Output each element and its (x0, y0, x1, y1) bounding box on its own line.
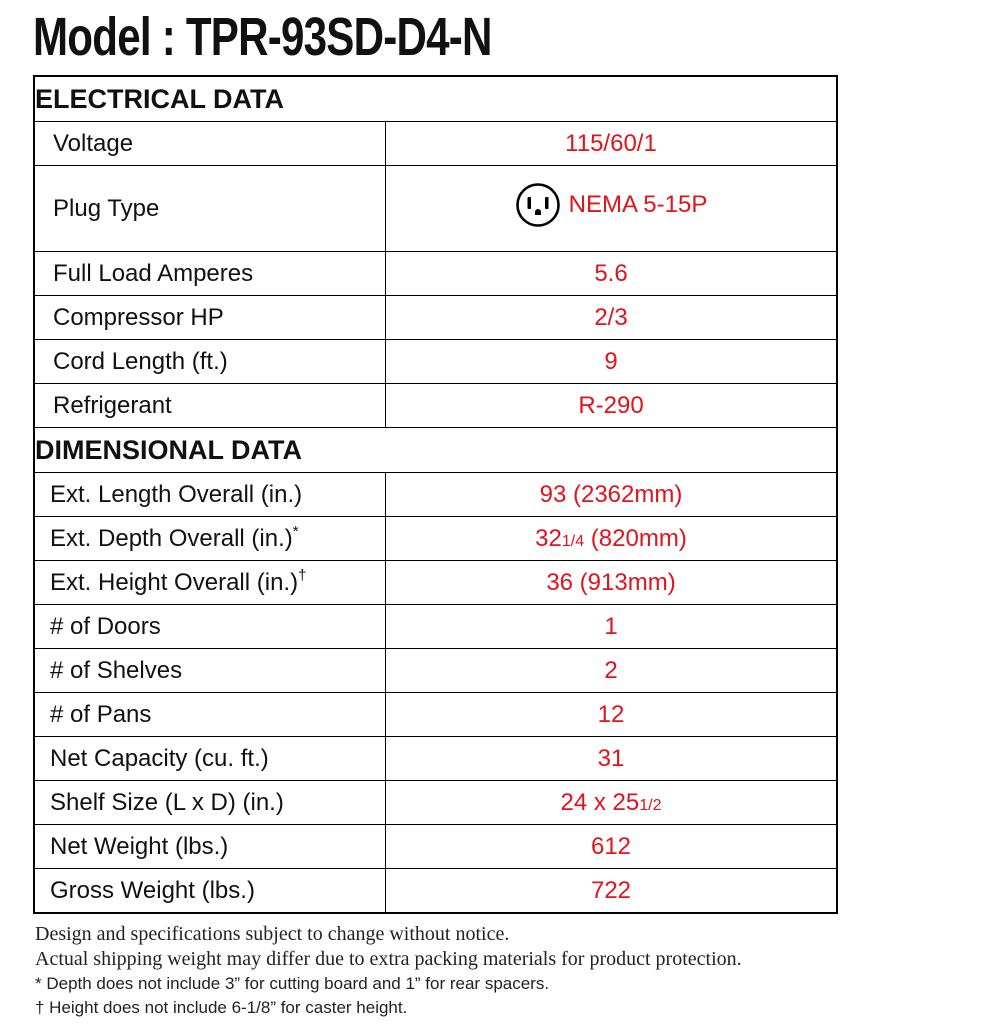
spec-label-text: Ext. Depth Overall (in.) (50, 524, 293, 552)
spec-row-compressor-hp (34, 296, 837, 340)
value-whole: 24 x 25 (560, 788, 640, 816)
spec-row-shelf-size (34, 781, 837, 825)
spec-label: Refrigerant (34, 384, 386, 428)
section-heading: DIMENSIONAL DATA (34, 428, 837, 473)
spec-value: 722 (386, 869, 838, 914)
nema-plug-icon (515, 182, 561, 228)
spec-row-ext-height (34, 561, 837, 605)
spec-label: Full Load Amperes (34, 252, 386, 296)
spec-row-gross-weight (34, 869, 837, 914)
value-whole: 32 (535, 524, 562, 552)
spec-value: 2 (386, 649, 838, 693)
spec-row-refrigerant (34, 384, 837, 428)
spec-value: 93 (2362mm) (386, 473, 838, 517)
spec-label: Net Capacity (cu. ft.) (34, 737, 386, 781)
plug-type-value (515, 182, 708, 228)
spec-row-doors (34, 605, 837, 649)
spec-row-pans (34, 693, 837, 737)
spec-value: 36 (913mm) (386, 561, 838, 605)
spec-row-voltage (34, 122, 837, 166)
spec-label: Shelf Size (L x D) (in.) (34, 781, 386, 825)
spec-value: 9 (386, 340, 838, 384)
spec-row-ext-depth (34, 517, 837, 561)
plug-type-text: NEMA 5-15P (568, 191, 708, 218)
spec-row-net-weight (34, 825, 837, 869)
spec-value: R-290 (386, 384, 838, 428)
note-height: † Height does not include 6-1/8” for caster height. (35, 998, 408, 1017)
spec-label: Net Weight (lbs.) (34, 825, 386, 869)
spec-value (386, 517, 838, 561)
spec-label: Plug Type (34, 166, 386, 252)
spec-value: 2/3 (386, 296, 838, 340)
page-title: Model : TPR-93SD-D4-N (33, 7, 492, 67)
spec-value: 31 (386, 737, 838, 781)
spec-table (33, 75, 838, 914)
spec-row-shelves (34, 649, 837, 693)
spec-label: Voltage (34, 122, 386, 166)
section-header-electrical (34, 76, 837, 122)
spec-value: 115/60/1 (386, 122, 838, 166)
value-fraction: 1/4 (561, 532, 585, 550)
footnote-mark-dagger: † (298, 566, 307, 584)
note-disclaimer: Design and specifications subject to change without notice. (35, 923, 510, 945)
spec-value: 1 (386, 605, 838, 649)
spec-row-plug-type (34, 166, 837, 252)
spec-value: 5.6 (386, 252, 838, 296)
spec-label-text: Ext. Height Overall (in.) (50, 568, 299, 596)
spec-value: 12 (386, 693, 838, 737)
spec-value (386, 781, 838, 825)
spec-value: 612 (386, 825, 838, 869)
value-metric: (820mm) (584, 524, 687, 552)
spec-row-ext-length (34, 473, 837, 517)
spec-label: # of Doors (34, 605, 386, 649)
footnote-mark-asterisk: * (292, 522, 299, 540)
spec-label (34, 561, 386, 605)
footnotes (35, 922, 742, 1020)
spec-row-cord-length (34, 340, 837, 384)
spec-label: Ext. Length Overall (in.) (34, 473, 386, 517)
spec-value (386, 166, 838, 252)
note-depth: * Depth does not include 3” for cutting board and 1” for rear spacers. (35, 974, 550, 993)
spec-label: Cord Length (ft.) (34, 340, 386, 384)
spec-label: # of Shelves (34, 649, 386, 693)
spec-label: Gross Weight (lbs.) (34, 869, 386, 914)
spec-row-net-capacity (34, 737, 837, 781)
section-heading: ELECTRICAL DATA (34, 76, 837, 122)
section-header-dimensional (34, 428, 837, 473)
spec-label: Compressor HP (34, 296, 386, 340)
value-fraction: 1/2 (639, 796, 662, 814)
spec-label: # of Pans (34, 693, 386, 737)
note-shipping-weight: Actual shipping weight may differ due to extra packing materials for product protection. (35, 948, 742, 970)
spec-row-full-load-amperes (34, 252, 837, 296)
spec-label (34, 517, 386, 561)
